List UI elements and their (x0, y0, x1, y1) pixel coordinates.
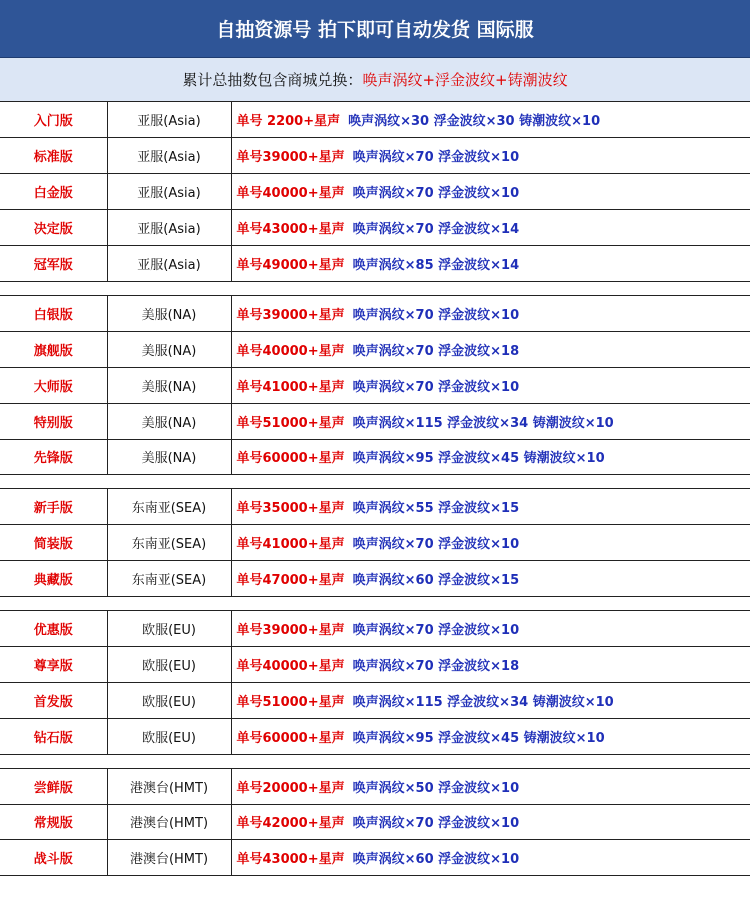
detail-cell (231, 804, 750, 840)
server-region: 东南亚(SEA) (107, 525, 231, 561)
group-separator-cell (0, 754, 750, 768)
item-counts: 唤声涡纹×30 浮金波纹×30 铸潮波纹×10 (348, 114, 601, 130)
server-region: 亚服(Asia) (107, 174, 231, 210)
detail-cell (231, 439, 750, 475)
account-info: 单号43000+星声 (236, 852, 345, 868)
table-row (0, 439, 750, 475)
server-region: 亚服(Asia) (107, 210, 231, 246)
server-region: 港澳台(HMT) (107, 804, 231, 840)
account-info: 单号40000+星声 (236, 343, 345, 359)
account-info: 单号39000+星声 (236, 307, 345, 323)
detail-cell (231, 138, 750, 174)
account-info: 单号60000+星声 (236, 730, 345, 746)
detail-cell (231, 403, 750, 439)
table-row (0, 611, 750, 647)
item-counts: 唤声涡纹×55 浮金波纹×15 (352, 501, 520, 517)
detail-cell (231, 367, 750, 403)
account-info: 单号20000+星声 (236, 780, 345, 796)
item-counts: 唤声涡纹×70 浮金波纹×14 (352, 222, 520, 238)
edition-name: 入门版 (0, 102, 107, 138)
server-region: 东南亚(SEA) (107, 489, 231, 525)
table-row (0, 804, 750, 840)
group-separator-cell (0, 281, 750, 295)
edition-name: 战斗版 (0, 840, 107, 876)
edition-name: 先锋版 (0, 439, 107, 475)
table-row (0, 489, 750, 525)
table-row (0, 295, 750, 331)
account-info: 单号40000+星声 (236, 658, 345, 674)
detail-cell (231, 210, 750, 246)
server-region: 美服(NA) (107, 331, 231, 367)
server-region: 欧服(EU) (107, 682, 231, 718)
subtitle-text: 累计总抽数包含商城兑换： (182, 71, 363, 89)
item-counts: 唤声涡纹×50 浮金波纹×10 (352, 780, 520, 796)
server-region: 欧服(EU) (107, 718, 231, 754)
edition-name: 首发版 (0, 682, 107, 718)
account-info: 单号49000+星声 (236, 258, 345, 273)
edition-name: 简装版 (0, 525, 107, 561)
detail-cell (231, 718, 750, 754)
group-separator (0, 597, 750, 611)
item-counts: 唤声涡纹×85 浮金波纹×14 (352, 258, 520, 273)
server-region: 亚服(Asia) (107, 246, 231, 282)
table-row (0, 682, 750, 718)
edition-name: 新手版 (0, 489, 107, 525)
detail-cell (231, 489, 750, 525)
table-row (0, 210, 750, 246)
edition-name: 钻石版 (0, 718, 107, 754)
item-counts: 唤声涡纹×70 浮金波纹×18 (352, 343, 520, 359)
group-separator (0, 754, 750, 768)
item-counts: 唤声涡纹×115 浮金波纹×34 铸潮波纹×10 (352, 415, 614, 431)
table-row (0, 525, 750, 561)
server-region: 美服(NA) (107, 367, 231, 403)
item-counts: 唤声涡纹×60 浮金波纹×15 (352, 573, 520, 589)
item-counts: 唤声涡纹×95 浮金波纹×45 铸潮波纹×10 (352, 730, 605, 746)
edition-name: 标准版 (0, 138, 107, 174)
edition-name: 冠军版 (0, 246, 107, 282)
item-counts: 唤声涡纹×70 浮金波纹×10 (352, 537, 520, 553)
server-region: 东南亚(SEA) (107, 561, 231, 597)
item-counts: 唤声涡纹×70 浮金波纹×10 (352, 379, 520, 395)
detail-cell (231, 646, 750, 682)
server-region: 港澳台(HMT) (107, 768, 231, 804)
account-info: 单号41000+星声 (236, 379, 345, 395)
table-row (0, 174, 750, 210)
detail-cell (231, 174, 750, 210)
table-row (0, 102, 750, 138)
edition-name: 典藏版 (0, 561, 107, 597)
group-separator-cell (0, 597, 750, 611)
edition-name: 优惠版 (0, 611, 107, 647)
page-title: 自抽资源号 拍下即可自动发货 国际服 (0, 0, 750, 58)
account-info: 单号39000+星声 (236, 150, 345, 166)
account-info: 单号60000+星声 (236, 451, 345, 467)
edition-name: 白银版 (0, 295, 107, 331)
account-info: 单号41000+星声 (236, 537, 345, 553)
item-counts: 唤声涡纹×70 浮金波纹×10 (352, 150, 520, 166)
server-region: 欧服(EU) (107, 611, 231, 647)
subtitle-highlight: 唤声涡纹+浮金波纹+铸潮波纹 (362, 71, 568, 89)
detail-cell (231, 682, 750, 718)
item-counts: 唤声涡纹×70 浮金波纹×10 (352, 186, 520, 202)
edition-name: 决定版 (0, 210, 107, 246)
edition-name: 大师版 (0, 367, 107, 403)
table-row (0, 331, 750, 367)
edition-name: 特别版 (0, 403, 107, 439)
server-region: 欧服(EU) (107, 646, 231, 682)
table-row (0, 246, 750, 282)
item-counts: 唤声涡纹×70 浮金波纹×10 (352, 623, 520, 639)
product-table (0, 102, 750, 876)
server-region: 美服(NA) (107, 295, 231, 331)
edition-name: 旗舰版 (0, 331, 107, 367)
detail-cell (231, 840, 750, 876)
detail-cell (231, 102, 750, 138)
group-separator (0, 281, 750, 295)
product-table-body (0, 102, 750, 876)
server-region: 美服(NA) (107, 439, 231, 475)
detail-cell (231, 611, 750, 647)
account-info: 单号51000+星声 (236, 415, 345, 431)
account-info: 单号51000+星声 (236, 694, 345, 710)
account-info: 单号35000+星声 (236, 501, 345, 517)
table-row (0, 403, 750, 439)
account-info: 单号43000+星声 (236, 222, 345, 238)
detail-cell (231, 246, 750, 282)
account-info: 单号40000+星声 (236, 186, 345, 202)
subtitle-bar (0, 58, 750, 102)
item-counts: 唤声涡纹×70 浮金波纹×18 (352, 658, 520, 674)
item-counts: 唤声涡纹×60 浮金波纹×10 (352, 852, 520, 868)
group-separator-cell (0, 475, 750, 489)
server-region: 美服(NA) (107, 403, 231, 439)
edition-name: 常规版 (0, 804, 107, 840)
table-row (0, 768, 750, 804)
detail-cell (231, 768, 750, 804)
item-counts: 唤声涡纹×115 浮金波纹×34 铸潮波纹×10 (352, 694, 614, 710)
server-region: 亚服(Asia) (107, 138, 231, 174)
item-counts: 唤声涡纹×70 浮金波纹×10 (352, 816, 520, 832)
detail-cell (231, 331, 750, 367)
server-region: 港澳台(HMT) (107, 840, 231, 876)
edition-name: 白金版 (0, 174, 107, 210)
table-row (0, 840, 750, 876)
server-region: 亚服(Asia) (107, 102, 231, 138)
table-row (0, 367, 750, 403)
table-row (0, 718, 750, 754)
detail-cell (231, 295, 750, 331)
group-separator (0, 475, 750, 489)
account-info: 单号47000+星声 (236, 573, 345, 589)
table-row (0, 646, 750, 682)
edition-name: 尝鲜版 (0, 768, 107, 804)
table-row (0, 561, 750, 597)
item-counts: 唤声涡纹×70 浮金波纹×10 (352, 307, 520, 323)
account-info: 单号39000+星声 (236, 623, 345, 639)
item-counts: 唤声涡纹×95 浮金波纹×45 铸潮波纹×10 (352, 451, 605, 467)
account-info: 单号42000+星声 (236, 816, 345, 832)
table-row (0, 138, 750, 174)
account-info: 单号 2200+星声 (236, 114, 341, 130)
edition-name: 尊享版 (0, 646, 107, 682)
detail-cell (231, 561, 750, 597)
detail-cell (231, 525, 750, 561)
